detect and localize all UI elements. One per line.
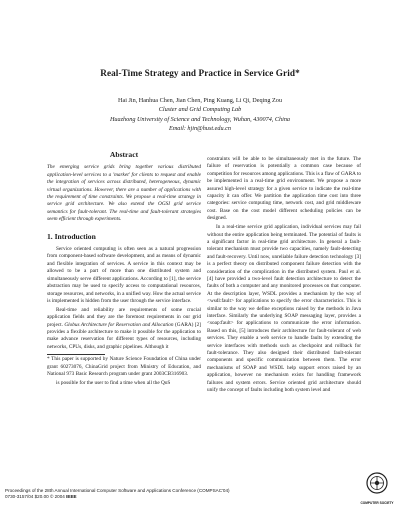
author-list: Hai Jin, Hanhua Chen, Jian Chen, Ping Kuang, Li Qi, Deqing Zou xyxy=(118,97,282,104)
computer-society-label: COMPUTER SOCIETY xyxy=(360,501,394,505)
abstract-heading: Abstract xyxy=(109,150,139,159)
intro-paragraph-2-start: Real-time and reliability are requirements of some crucial application fields and they are the foremost requirements in our grid project. xyxy=(47,306,201,328)
paper-title: Real-Time Strategy and Practice in Service Grid* xyxy=(100,68,300,78)
affiliation-university: Huazhong University of Science and Technology, Wuhan, 430074, China xyxy=(109,115,291,123)
right-paragraph-1: constraints will be able to be simultaneously met in the future. The failure of reservation is potentially a common case because of competition for resources among applications. This is a flaw of GARA to be implemented in a real-time grid environment. We propose a more assured high-level strategy for a given service to indicate the real-time capacity it can offer. We partition the application time cost into three categories: service computing time, network cost, and grid middleware cost. Base on the cost model different scheduling policies can be designed. xyxy=(207,156,361,222)
proceedings-footer xyxy=(5,488,230,500)
intro-paragraph-2-end: (GARA) [2] provides a flexible architecture to make it possible for the application to make advance reservation for different types of resources, including networks, CPUs, disks, and graphic pipelines. Although it xyxy=(47,321,201,350)
affiliation-lab: Cluster and Grid Computing Lab xyxy=(158,106,242,114)
funding-footnote: * This paper is supported by Nature Science Foundation of China under grant 60273076, ChinaGrid project from Ministry of Education, and National 973 Basic Research program under grant 2003CB316903. xyxy=(47,356,201,378)
left-column xyxy=(47,151,201,389)
ieee-label: IEEE xyxy=(66,494,77,499)
author-email: Email: hjin@hust.edu.cn xyxy=(169,125,231,133)
abstract-text: The emerging service grids bring together various distributed application-level services to a 'market' for clients to request and enable the integration of services across distributed, heterogeneous, dynamic virtual organizations. However, there are a number of applications with the requirement of time constraints. We propose a real-time strategy in service grid architecture. We also extend the OGSI grid service semantics for fault-tolerant. The real-time and fault-tolerant strategies seem efficient through experiments. xyxy=(47,164,201,223)
computer-society-emblem-icon xyxy=(366,472,388,494)
author-block xyxy=(0,96,400,134)
right-paragraph-2: In a real-time service grid application, individual services may fail without the entire application being terminated. The potential of faults is a significant factor in real-time grid architecture. In general a fault-tolerant mechanism must provide two capacities, namely fault-detecting and fault-recovery. Until now, unreliable failure detection technology [3] is a perfect theory on distributed component failure detection with the consideration of the complication in the distributed system. Paul et al. [4] have provided a two-level fault detection architecture to detect the faults of both a computer and any monitored processes on that computer. At the description layer, WSDL provides a mechanism by the way of <wsdl:fault> for applications to specify the error characteristics. This is similar to the way we define exceptions raised by the methods in Java interface. Similarly the underlying SOAP messaging layer, provides a <soap:fault> for applications to communicate the error information. Based on this, [5] introduces their architecture for fault-tolerant of web services. They enable a web service to handle faults by extending the service interfaces with methods such as checkpoint and rollback for fault-tolerance. They also designed their distributed fault-tolerant components and specific communication between them. The error mechanisms of SOAP and WSDL help support errors raised by an application, however no mechanism exists for handling framework failures and system errors. Service oriented grid architecture should unify the concept of faults including both system level and xyxy=(207,224,361,394)
proceedings-line: Proceedings of the 28th Annual International Computer Software and Applications Conference (COMPSAC'04) xyxy=(5,488,230,493)
introduction-heading: 1. Introduction xyxy=(47,231,96,241)
computer-society-logo xyxy=(358,472,398,516)
intro-continuation: is possible for the user to find a time when all the QoS xyxy=(56,379,171,386)
copyright-line xyxy=(5,494,230,500)
right-column xyxy=(207,156,361,396)
gara-term: Globus Architecture for Reservation and Allocation xyxy=(64,321,174,328)
intro-paragraph-1: Service oriented computing is often seen as a natural progression from component-based software development, and as means of dynamic and flexible integration of services. A service in this context may be allowed to be a part of more than one distributed system and simultaneously serve different applications. According to [1], the service abstraction may be used to specify access to computational resources, storage resources, and networks, in a unified way. How the actual service is implemented is hidden from the user through the service interface. xyxy=(47,246,201,304)
copyright-text: 0730-3157/04 $20.00 © 2004 xyxy=(5,494,67,499)
intro-paragraph-2 xyxy=(47,307,201,351)
